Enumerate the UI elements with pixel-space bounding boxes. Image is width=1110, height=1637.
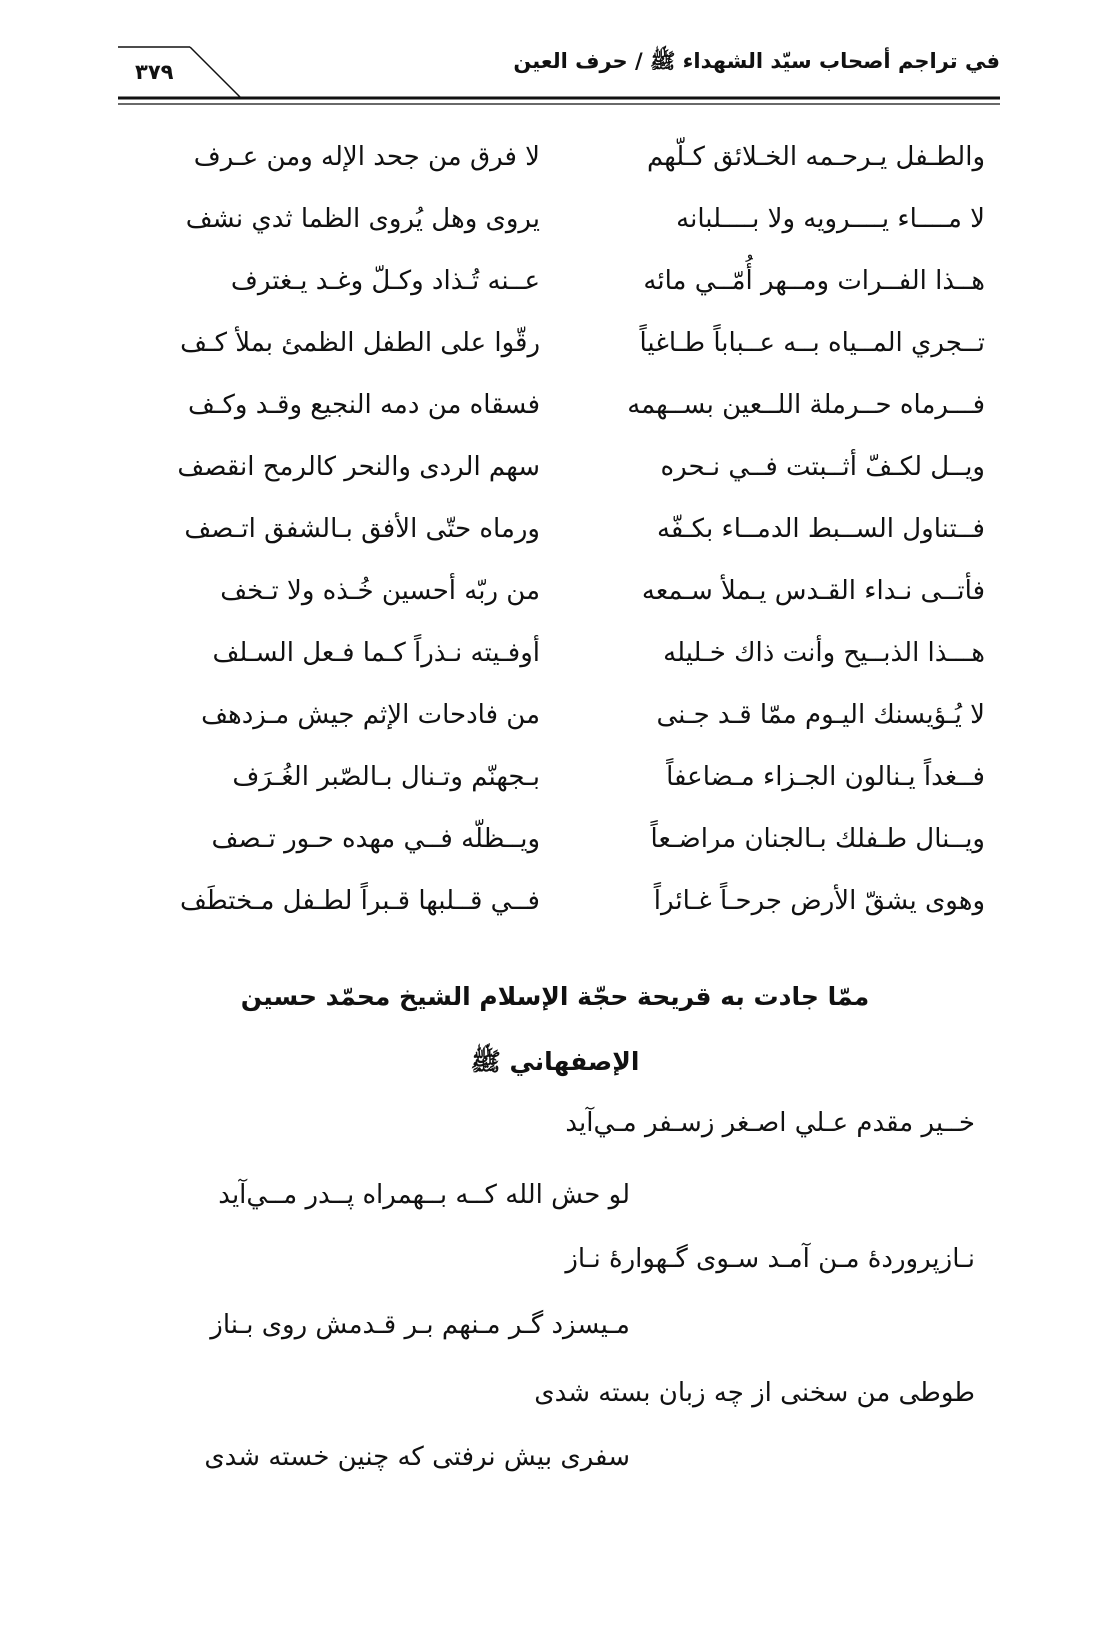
- poem-hemistich-left: فسقاه من دمه النجيع وقـد وكـف: [188, 390, 540, 420]
- poem-hemistich-right: هــذا الفــرات ومــهر أُمّــي مائه: [643, 266, 985, 296]
- poem-hemistich-left: سهم الردى والنحر كالرمح انقصف: [177, 452, 540, 482]
- persian-verse-line: لو حش الله كــه بــهمراه پــدر مــي‌آيد: [218, 1180, 630, 1210]
- poem-hemistich-left: بـجهنّم وتـنال بـالصّبر الغُـرَف: [232, 762, 540, 792]
- poem-hemistich-right: ويــل لكـفّ أثــبتت فــي نـحره: [660, 452, 985, 482]
- running-header-title: في تراجم أصحاب سيّد الشهداء ﷺ / حرف العين: [513, 49, 1000, 73]
- persian-verse-line: خــير مقدم عـلي اصـغر زسـفر مـي‌آيد: [565, 1108, 975, 1138]
- poem-hemistich-left: رقّوا على الطفل الظمئ بملأ كـف: [180, 328, 540, 358]
- poem-hemistich-right: لا مــــاء يــــرويه ولا بــــلبانه: [676, 204, 985, 234]
- poem-hemistich-right: والطـفل يـرحـمه الخـلائق كـلّهم: [646, 142, 985, 172]
- poem-hemistich-left: من فادحات الإثم جيش مـزدهف: [201, 700, 540, 730]
- poem-hemistich-left: عــنه تُـذاد وكـلّ وغـد يـغترف: [230, 266, 540, 296]
- poem-hemistich-right: فــتناول الســبط الدمــاء بكـفّه: [656, 514, 985, 544]
- section-heading-line-2: الإصفهاني ﷺ: [470, 1047, 640, 1076]
- poem-hemistich-left: من ربّه أحسين خُـذه ولا تـخف: [220, 576, 540, 606]
- poem-hemistich-right: هـــذا الذبــيح وأنت ذاك خـليله: [663, 638, 985, 668]
- poem-hemistich-right: تــجري المــياه بــه عــباباً طـاغياً: [639, 328, 985, 358]
- poem-hemistich-right: لا يُـؤيسنك اليـوم ممّا قـد جـنى: [656, 700, 985, 730]
- page-number: ٣٧٩: [135, 60, 174, 84]
- persian-verse-line: نـازپروردۀ مـن آمـد سـوى گـهوارۀ نـاز: [565, 1244, 975, 1274]
- poem-hemistich-right: وهوى يشقّ الأرض جرحـاً غـائراً: [653, 886, 985, 916]
- poem-hemistich-left: أوفـيته نـذراً كـما فـعل السـلف: [212, 638, 540, 668]
- poem-hemistich-right: ويــنال طـفلك بـالجنان مراضـعاً: [650, 824, 985, 854]
- poem-hemistich-left: فــي قــلبها قـبراً لطـفل مـختطَف: [179, 886, 540, 916]
- persian-verse-line: طوطى من سخنى از چه زبان بسته شدى: [534, 1378, 975, 1408]
- section-heading-line-1: ممّا جادت به قريحة حجّة الإسلام الشيخ محمّد حسين: [240, 982, 870, 1011]
- poem-hemistich-left: لا فرق من جحد الإله ومن عـرف: [193, 142, 540, 172]
- poem-hemistich-right: فأتــى نـداء القـدس يـملأ سـمعه: [641, 576, 985, 606]
- poem-hemistich-left: يروى وهل يُروى الظما ثدي نشف: [185, 204, 540, 234]
- poem-hemistich-left: ويــظلّه فــي مهده حـور تـصف: [211, 824, 540, 854]
- poem-hemistich-right: فـــرماه حــرملة اللــعين بســهمه: [627, 390, 985, 420]
- persian-verse-line: سفرى بيش نرفتى كه چنين خسته شدى: [204, 1442, 630, 1472]
- persian-verse-line: مـيسزد گـر مـنهم بـر قـدمش روى بـناز: [210, 1310, 630, 1340]
- poem-hemistich-left: ورماه حتّى الأفق بـالشفق اتـصف: [184, 514, 540, 544]
- poem-hemistich-right: فــغداً يـنالون الجـزاء مـضاعفاً: [666, 762, 985, 792]
